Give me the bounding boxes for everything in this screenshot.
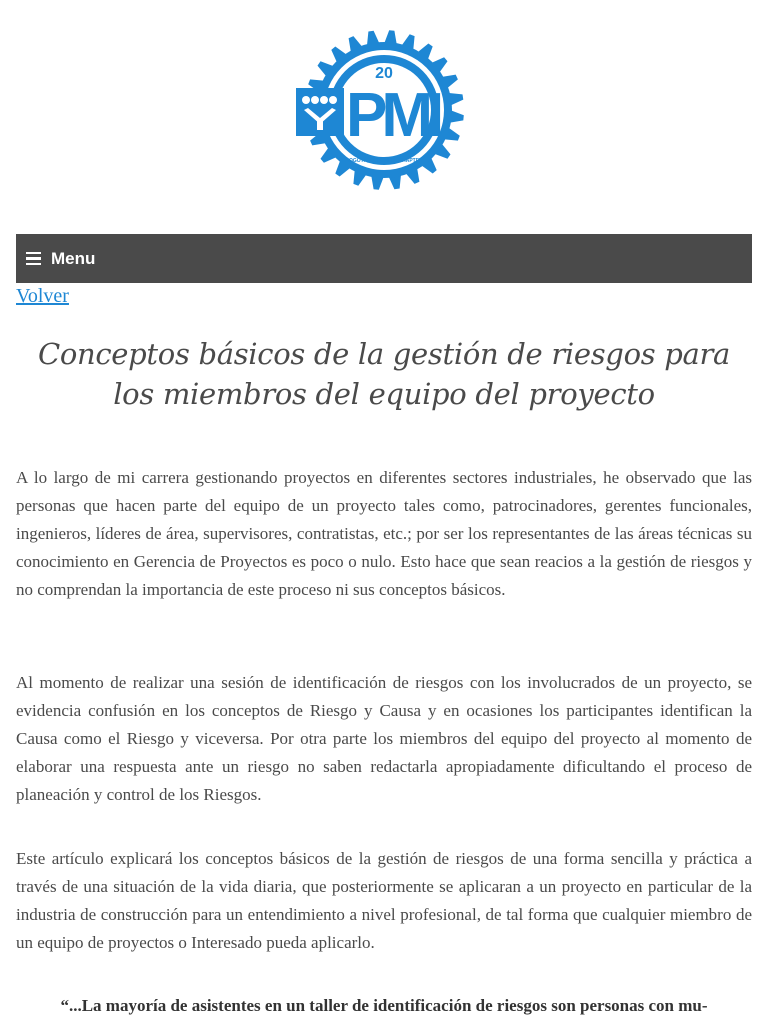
pull-quote: “...La mayoría de asistentes en un taller de identificación de riesgos son personas con mu- <box>60 996 708 1015</box>
article-title: Conceptos básicos de la gestión de riesgos para los miembros del equipo del proyecto <box>37 337 731 411</box>
pmi-logo[interactable] <box>0 20 768 210</box>
menu-label[interactable]: Menu <box>51 248 96 268</box>
pmi-logo-badge <box>294 20 474 200</box>
main-menu-bar[interactable] <box>16 234 752 283</box>
paragraph-purpose: Este artículo explicará los conceptos básicos de la gestión de riesgos de una forma sencilla y práctica a través de una situación de la vida diaria, que posteriormente se aplicaran a un proyecto en particular de la industria de construcción para un entendimiento a nivel profesional, de tal forma que cualquier miembro de un equipo de proyectos o Interesado pueda aplicarlo. <box>16 849 752 952</box>
back-link[interactable]: Volver <box>16 285 69 307</box>
paragraph-identification: Al momento de realizar una sesión de identificación de riesgos con los involucrados de un proyecto, se evidencia confusión en los conceptos de Riesgo y Causa y en ocasiones los participantes identifican la Causa como el Riesgo y viceversa. Por otra parte los miembros del equipo del proyecto al momento de elaborar una respuesta ante un riesgo no saben redactarla apropiadamente dificultando el proceso de planeación y control de los Riesgos. <box>16 673 752 804</box>
years-label: AÑOS <box>375 59 393 65</box>
pmi-brand-text: PMI <box>346 81 439 150</box>
hamburger-icon[interactable] <box>26 252 41 266</box>
chapter-text: BOGOTÁ, COLOMBIA CHAPTER <box>345 158 423 164</box>
years-number: 20 <box>375 65 393 82</box>
paragraph-intro: A lo largo de mi carrera gestionando proyectos en diferentes sectores industriales, he observado que las personas que hacen parte del equipo de un proyecto tales como, patrocinadores, gerentes funcionales, ingenieros, líderes de área, supervisores, contratistas, etc.; por ser los representantes de las áreas técnicas su conocimiento en Gerencia de Proyectos es poco o nulo. Esto hace que sean reacios a la gestión de riesgos y no comprendan la importancia de este proceso ni sus conceptos básicos. <box>16 468 752 599</box>
